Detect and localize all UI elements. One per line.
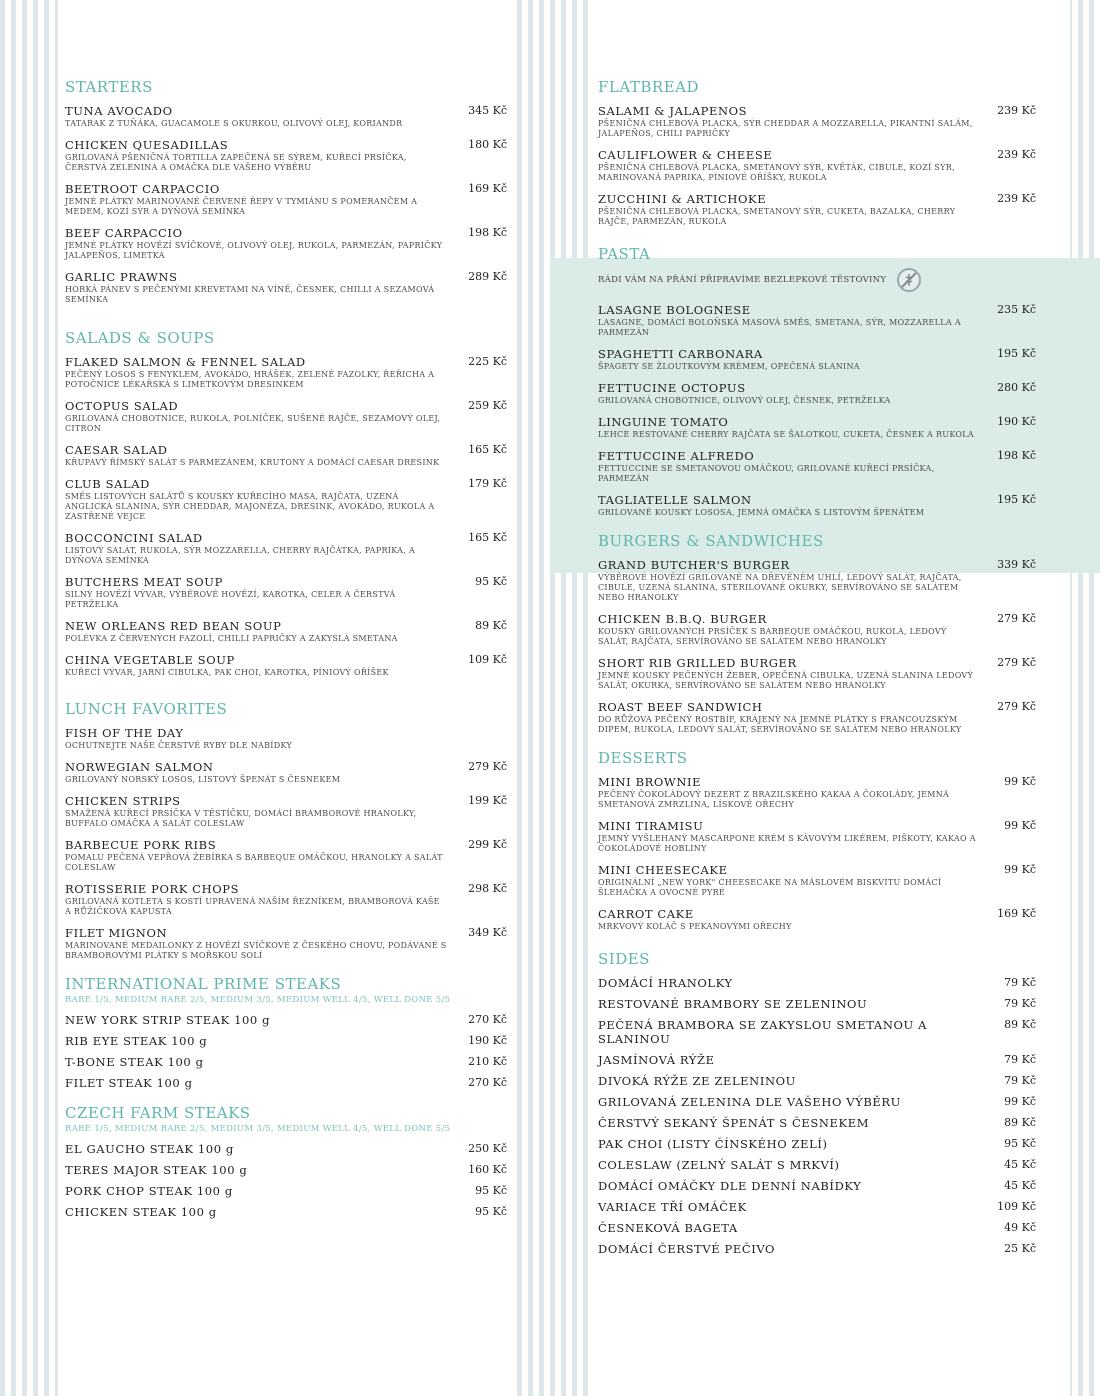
menu-item-name: FILET MIGNON bbox=[65, 926, 168, 940]
menu-item bbox=[65, 1142, 507, 1156]
section-title: BURGERS & SANDWICHES bbox=[598, 532, 824, 550]
menu-item bbox=[598, 1018, 1036, 1046]
menu-item bbox=[65, 399, 507, 434]
menu-item-price: 99 Kč bbox=[1004, 819, 1036, 832]
menu-item-description: SILNÝ HOVĚZÍ VÝVAR, VÝBĚROVÉ HOVĚZÍ, KAROTKA, CELER A ČERSTVÁ PETRŽELKA bbox=[65, 590, 396, 609]
menu-item-name: BOCCONCINI SALAD bbox=[65, 531, 203, 545]
menu-item-price: 195 Kč bbox=[997, 347, 1036, 360]
menu-item-price: 239 Kč bbox=[997, 104, 1036, 117]
menu-item-text bbox=[598, 1158, 994, 1172]
menu-item-price: 180 Kč bbox=[468, 138, 507, 151]
menu-item-text bbox=[65, 760, 465, 785]
menu-item-price: 195 Kč bbox=[997, 493, 1036, 506]
menu-item bbox=[65, 838, 507, 873]
menu-item bbox=[598, 381, 1036, 406]
menu-item-description: OCHUTNEJTE NAŠE ČERSTVÉ RYBY DLE NABÍDKY bbox=[65, 741, 293, 750]
menu-item bbox=[65, 1076, 507, 1090]
menu-item-name: TUNA AVOCADO bbox=[65, 104, 173, 118]
menu-item-text bbox=[65, 926, 465, 961]
menu-item bbox=[65, 182, 507, 217]
desserts-section bbox=[598, 749, 1036, 932]
menu-item-price: 190 Kč bbox=[997, 415, 1036, 428]
menu-item-description: FETTUCCINE SE SMETANOVOU OMÁČKOU, GRILOVANÉ KUŘECÍ PRSÍČKA, PARMEZÁN bbox=[598, 464, 935, 483]
menu-item bbox=[598, 997, 1036, 1011]
menu-item-text bbox=[65, 1034, 465, 1048]
menu-item-text bbox=[65, 653, 465, 678]
menu-item-description: JEMNÝ VYŠLEHANÝ MASCARPONE KRÉM S KÁVOVÝM LIKÉREM, PIŠKOTY, KAKAO A ČOKOLÁDOVÉ HOBLINY bbox=[598, 834, 976, 853]
menu-item-text bbox=[598, 1018, 994, 1046]
menu-item bbox=[598, 415, 1036, 440]
menu-item-price: 79 Kč bbox=[1004, 1053, 1036, 1066]
menu-item bbox=[598, 558, 1036, 603]
czech-farm-steaks-section bbox=[65, 1104, 507, 1219]
menu-item-price: 25 Kč bbox=[1004, 1242, 1036, 1255]
menu-item-text bbox=[598, 449, 994, 484]
menu-item-text bbox=[65, 1013, 465, 1027]
menu-item-description: DO RŮŽOVA PEČENÝ ROSTBÍF, KRÁJENÝ NA JEMNÉ PLÁTKY S FRANCOUZSKÝM DIPEM, RUKOLA, LEDOVÝ SALÁT, SERVÍROVÁNO SE SALÁTEM NEBO HRANOLKY bbox=[598, 715, 962, 734]
menu-item-price: 279 Kč bbox=[468, 760, 507, 773]
menu-item-price: 239 Kč bbox=[997, 148, 1036, 161]
menu-item bbox=[65, 1184, 507, 1198]
menu-item-name: CHICKEN B.B.Q. BURGER bbox=[598, 612, 767, 626]
menu-item-description: HORKÁ PÁNEV S PEČENÝMI KREVETAMI NA VÍNĚ, ČESNEK, CHILLI A SEZAMOVÁ SEMÍNKA bbox=[65, 285, 435, 304]
menu-item bbox=[65, 1163, 507, 1177]
menu-item-name: CHICKEN QUESADILLAS bbox=[65, 138, 229, 152]
menu-item bbox=[65, 477, 507, 522]
menu-item bbox=[598, 1158, 1036, 1172]
menu-item-price: 45 Kč bbox=[1004, 1179, 1036, 1192]
international-prime-steaks-section bbox=[65, 975, 507, 1090]
menu-item-description: KŘUPAVÝ ŘÍMSKÝ SALÁT S PARMEZÁNEM, KRUTONY A DOMÁCÍ CAESAR DRESINK bbox=[65, 458, 440, 467]
menu-item bbox=[65, 355, 507, 390]
menu-item-name: LINGUINE TOMATO bbox=[598, 415, 729, 429]
menu-item-name: PAK CHOI (LISTY ČÍNSKÉHO ZELÍ) bbox=[598, 1137, 828, 1151]
menu-item-description: JEMNÉ KOUSKY PEČENÝCH ŽEBER, OPEČENÁ CIBULKA, UZENÁ SLANINA LEDOVÝ SALÁT, OKURKA, SERVÍROVÁNO SE SALÁTEM NEBO HRANOLKY bbox=[598, 671, 974, 690]
menu-item bbox=[598, 1116, 1036, 1130]
menu-item-text bbox=[65, 270, 465, 305]
menu-item-price: 165 Kč bbox=[468, 443, 507, 456]
menu-item-text bbox=[598, 192, 994, 227]
menu-item-text bbox=[598, 1053, 994, 1067]
menu-item-price: 99 Kč bbox=[1004, 775, 1036, 788]
menu-item-text bbox=[65, 1184, 465, 1198]
menu-item-name: GARLIC PRAWNS bbox=[65, 270, 178, 284]
menu-item bbox=[598, 192, 1036, 227]
menu-item-text bbox=[598, 303, 994, 338]
menu-item-description: TATARAK Z TUŇÁKA, GUACAMOLE S OKURKOU, OLIVOVÝ OLEJ, KORIANDR bbox=[65, 119, 403, 128]
menu-item-name: TAGLIATELLE SALMON bbox=[598, 493, 752, 507]
menu-item-price: 225 Kč bbox=[468, 355, 507, 368]
menu-item bbox=[65, 926, 507, 961]
menu-item-price: 289 Kč bbox=[468, 270, 507, 283]
menu-item bbox=[65, 760, 507, 785]
menu-item bbox=[65, 1034, 507, 1048]
menu-item-name: NEW YORK STRIP STEAK 100 g bbox=[65, 1013, 271, 1027]
menu-item bbox=[598, 104, 1036, 139]
section-title: CZECH FARM STEAKS bbox=[65, 1104, 251, 1122]
menu-item-text bbox=[598, 656, 994, 691]
menu-item-price: 270 Kč bbox=[468, 1013, 507, 1026]
menu-item-name: GRILOVANÁ ZELENINA DLE VAŠEHO VÝBĚRU bbox=[598, 1095, 901, 1109]
menu-item bbox=[598, 775, 1036, 810]
menu-item-text bbox=[65, 619, 465, 644]
menu-item-price: 349 Kč bbox=[468, 926, 507, 939]
menu-item-description: GRILOVANÁ CHOBOTNICE, OLIVOVÝ OLEJ, ČESNEK, PETRŽELKA bbox=[598, 396, 891, 405]
menu-item bbox=[598, 1179, 1036, 1193]
menu-item-text bbox=[65, 443, 465, 468]
menu-item-text bbox=[598, 415, 994, 440]
menu-item-name: ROAST BEEF SANDWICH bbox=[598, 700, 763, 714]
menu-item bbox=[598, 700, 1036, 735]
menu-item-name: ROTISSERIE PORK CHOPS bbox=[65, 882, 240, 896]
menu-item-name: BARBECUE PORK RIBS bbox=[65, 838, 217, 852]
menu-item-name: MINI TIRAMISU bbox=[598, 819, 704, 833]
menu-item-price: 49 Kč bbox=[1004, 1221, 1036, 1234]
menu-item-text bbox=[65, 575, 465, 610]
menu-item-price: 89 Kč bbox=[1004, 1018, 1036, 1031]
menu-item bbox=[598, 819, 1036, 854]
menu-item-price: 169 Kč bbox=[997, 907, 1036, 920]
menu-item-text bbox=[598, 347, 994, 372]
menu-item-price: 89 Kč bbox=[1004, 1116, 1036, 1129]
menu-item-name: PEČENÁ BRAMBORA SE ZAKYSLOU SMETANOU A SLANINOU bbox=[598, 1018, 927, 1046]
menu-item-text bbox=[598, 1137, 994, 1151]
menu-item-text bbox=[598, 381, 994, 406]
menu-item-name: SHORT RIB GRILLED BURGER bbox=[598, 656, 797, 670]
menu-item-price: 345 Kč bbox=[468, 104, 507, 117]
menu-item-price: 95 Kč bbox=[1004, 1137, 1036, 1150]
menu-item-price: 198 Kč bbox=[997, 449, 1036, 462]
menu-item-description: GRILOVANÁ CHOBOTNICE, RUKOLA, POLNÍČEK, SUŠENÉ RAJČE, SEZAMOVÝ OLEJ, CITRON bbox=[65, 414, 441, 433]
section-title: PASTA bbox=[598, 245, 651, 263]
menu-item-price: 239 Kč bbox=[997, 192, 1036, 205]
menu-item-name: FETTUCINE OCTOPUS bbox=[598, 381, 746, 395]
menu-item-text bbox=[65, 355, 465, 390]
menu-item-name: T-BONE STEAK 100 g bbox=[65, 1055, 204, 1069]
salads-soups-section bbox=[65, 329, 507, 678]
menu-item-text bbox=[598, 493, 994, 518]
menu-item bbox=[65, 270, 507, 305]
menu-item-text bbox=[65, 399, 465, 434]
menu-item-text bbox=[598, 1179, 994, 1193]
menu-item bbox=[65, 443, 507, 468]
menu-item-price: 45 Kč bbox=[1004, 1158, 1036, 1171]
sides-section bbox=[598, 950, 1036, 1256]
menu-item bbox=[598, 303, 1036, 338]
menu-item-description: GRILOVANÁ PŠENIČNÁ TORTILLA ZAPEČENÁ SE SÝREM, KUŘECÍ PRSÍČKA, ČERSTVÁ ZELENINA A OMÁČKA DLE VAŠEHO VÝBĚRU bbox=[65, 153, 407, 172]
menu-item-text bbox=[598, 558, 994, 603]
menu-item-name: LASAGNE BOLOGNESE bbox=[598, 303, 751, 317]
menu-item-price: 95 Kč bbox=[475, 1184, 507, 1197]
menu-item-description: GRILOVANÁ KOTLETA S KOSTÍ UPRAVENÁ NAŠÍM ŘEZNÍKEM, BRAMBOROVÁ KAŠE A RŮŽIČKOVÁ KAPUSTA bbox=[65, 897, 440, 916]
menu-item-text bbox=[65, 104, 465, 129]
menu-item-price: 79 Kč bbox=[1004, 976, 1036, 989]
menu-item-price: 79 Kč bbox=[1004, 1074, 1036, 1087]
menu-item-price: 259 Kč bbox=[468, 399, 507, 412]
section-title: DESSERTS bbox=[598, 749, 688, 767]
menu-item bbox=[598, 1242, 1036, 1256]
menu-item-price: 89 Kč bbox=[475, 619, 507, 632]
menu-item-text bbox=[598, 1116, 994, 1130]
menu-item-description: ŠPAGETY SE ŽLOUTKOVÝM KRÉMEM, OPEČENÁ SLANINA bbox=[598, 362, 860, 371]
menu-item-text bbox=[598, 1221, 994, 1235]
menu-item-price: 280 Kč bbox=[997, 381, 1036, 394]
menu-item-name: CHINA VEGETABLE SOUP bbox=[65, 653, 235, 667]
menu-item-name: VARIACE TŘÍ OMÁČEK bbox=[598, 1200, 747, 1214]
menu-item-description: GRILOVANÉ KOUSKY LOSOSA, JEMNÁ OMÁČKA S LISTOVÝM ŠPENÁTEM bbox=[598, 508, 925, 517]
menu-item-price: 198 Kč bbox=[468, 226, 507, 239]
menu-item-description: MRKVOVÝ KOLÁČ S PEKANOVÝMI OŘECHY bbox=[598, 922, 792, 931]
menu-item-name: GRAND BUTCHER'S BURGER bbox=[598, 558, 790, 572]
menu-item-description: PŠENIČNÁ CHLEBOVÁ PLACKA, SMETANOVÝ SÝR, CUKETA, BAZALKA, CHERRY RAJČE, PARMEZÁN, RUKOLA bbox=[598, 207, 956, 226]
menu-item-text bbox=[598, 775, 994, 810]
menu-item-price: 95 Kč bbox=[475, 575, 507, 588]
menu-item-price: 270 Kč bbox=[468, 1076, 507, 1089]
right-menu-column bbox=[598, 72, 1036, 1270]
menu-item bbox=[598, 449, 1036, 484]
menu-item-description: LASAGNE, DOMÁCÍ BOLOŇSKÁ MASOVÁ SMĚS, SMETANA, SÝR, MOZZARELLA A PARMEZÁN bbox=[598, 318, 961, 337]
menu-item bbox=[65, 138, 507, 173]
menu-item bbox=[598, 1137, 1036, 1151]
section-title: FLATBREAD bbox=[598, 78, 700, 96]
doneness-note: RARE 1/5, MEDIUM RARE 2/5, MEDIUM 3/5, MEDIUM WELL 4/5, WELL DONE 5/5 bbox=[65, 995, 451, 1005]
menu-item-text bbox=[65, 1163, 465, 1177]
menu-item-description: PŠENIČNÁ CHLEBOVÁ PLACKA, SMETANOVÝ SÝR, KVĚTÁK, CIBULE, KOZÍ SÝR, MARINOVANÁ PAPRIKA, PÍNIOVÉ OŘÍŠKY, RUKOLA bbox=[598, 163, 955, 182]
menu-item-name: RESTOVANÉ BRAMBORY SE ZELENINOU bbox=[598, 997, 868, 1011]
menu-item bbox=[65, 226, 507, 261]
menu-item-name: JASMÍNOVÁ RÝŽE bbox=[598, 1053, 715, 1067]
doneness-note: RARE 1/5, MEDIUM RARE 2/5, MEDIUM 3/5, MEDIUM WELL 4/5, WELL DONE 5/5 bbox=[65, 1124, 451, 1134]
section-title: SALADS & SOUPS bbox=[65, 329, 215, 347]
menu-item-name: NEW ORLEANS RED BEAN SOUP bbox=[65, 619, 282, 633]
menu-item bbox=[65, 1205, 507, 1219]
menu-item-name: MINI CHEESECAKE bbox=[598, 863, 728, 877]
menu-item-price: 235 Kč bbox=[997, 303, 1036, 316]
gluten-free-note: RÁDI VÁM NA PŘÁNÍ PŘIPRAVÍME BEZLEPKOVÉ TĚSTOVINY bbox=[598, 275, 887, 285]
menu-item bbox=[65, 653, 507, 678]
flatbread-section bbox=[598, 78, 1036, 227]
menu-item-name: ČESNEKOVÁ BAGETA bbox=[598, 1221, 738, 1235]
menu-item-price: 299 Kč bbox=[468, 838, 507, 851]
menu-item-text bbox=[65, 882, 465, 917]
menu-item-price: 339 Kč bbox=[997, 558, 1036, 571]
gluten-free-note-row bbox=[598, 267, 1036, 293]
menu-item bbox=[598, 1200, 1036, 1214]
menu-item-text bbox=[598, 104, 994, 139]
menu-item-text bbox=[65, 1205, 465, 1219]
menu-item-name: BEEF CARPACCIO bbox=[65, 226, 183, 240]
pasta-section bbox=[598, 245, 1036, 518]
menu-item-text bbox=[598, 612, 994, 647]
menu-item-name: CARROT CAKE bbox=[598, 907, 694, 921]
menu-item bbox=[598, 656, 1036, 691]
menu-item-text bbox=[65, 531, 465, 566]
menu-item-text bbox=[598, 1074, 994, 1088]
menu-item-price: 109 Kč bbox=[997, 1200, 1036, 1213]
menu-item-name: FISH OF THE DAY bbox=[65, 726, 184, 740]
menu-item-description: POLÉVKA Z ČERVENÝCH FAZOLÍ, CHILLI PAPRIČKY A ZAKYSLÁ SMETANA bbox=[65, 634, 398, 643]
menu-item-name: SPAGHETTI CARBONARA bbox=[598, 347, 763, 361]
menu-item-name: NORWEGIAN SALMON bbox=[65, 760, 214, 774]
menu-item-price: 99 Kč bbox=[1004, 863, 1036, 876]
menu-item-name: ZUCCHINI & ARTICHOKE bbox=[598, 192, 767, 206]
menu-item bbox=[598, 907, 1036, 932]
menu-item bbox=[65, 619, 507, 644]
menu-item-description: JEMNÉ PLÁTKY MARINOVANÉ ČERVENÉ ŘEPY V TYMIÁNU S POMERANČEM A MEDEM, KOZÍ SÝR A DÝŇOVÁ SEMÍNKA bbox=[65, 197, 418, 216]
menu-item-text bbox=[65, 1142, 465, 1156]
menu-item-name: BEETROOT CARPACCIO bbox=[65, 182, 220, 196]
menu-item-text bbox=[65, 226, 465, 261]
menu-item-name: CAULIFLOWER & CHEESE bbox=[598, 148, 773, 162]
menu-item-text bbox=[65, 138, 465, 173]
section-title: SIDES bbox=[598, 950, 650, 968]
menu-item-text bbox=[65, 1055, 465, 1069]
menu-item-description: VÝBĚROVÉ HOVĚZÍ GRILOVANÉ NA DŘEVĚNÉM UHLÍ, LEDOVÝ SALÁT, RAJČATA, CIBULE, UZENÁ SLANINA, STERILOVANÉ OKURKY, SERVÍROVÁNO SE SALÁTEM NEBO HRANOLKY bbox=[598, 573, 962, 602]
menu-item-text bbox=[598, 700, 994, 735]
starters-section bbox=[65, 78, 507, 305]
menu-item-name: ČERSTVÝ SEKANÝ ŠPENÁT S ČESNEKEM bbox=[598, 1116, 870, 1130]
menu-item-name: COLESLAW (ZELNÝ SALÁT S MRKVÍ) bbox=[598, 1158, 840, 1172]
menu-item bbox=[65, 1013, 507, 1027]
menu-item bbox=[65, 531, 507, 566]
menu-item-price: 165 Kč bbox=[468, 531, 507, 544]
menu-item bbox=[65, 575, 507, 610]
menu-item-text bbox=[65, 726, 465, 751]
menu-item-text bbox=[598, 997, 994, 1011]
menu-item bbox=[598, 347, 1036, 372]
menu-item-text bbox=[65, 838, 465, 873]
menu-item-name: MINI BROWNIE bbox=[598, 775, 702, 789]
menu-item-price: 99 Kč bbox=[1004, 1095, 1036, 1108]
menu-item-name: TERES MAJOR STEAK 100 g bbox=[65, 1163, 248, 1177]
menu-item-description: SMAŽENÁ KUŘECÍ PRSÍČKA V TĚSTÍČKU, DOMÁCÍ BRAMBOROVÉ HRANOLKY, BUFFALO OMÁČKA A SALÁT COLESLAW bbox=[65, 809, 417, 828]
left-menu-column bbox=[65, 72, 507, 1233]
menu-item-text bbox=[598, 976, 994, 990]
menu-item-name: OCTOPUS SALAD bbox=[65, 399, 179, 413]
menu-item-text bbox=[598, 1242, 994, 1256]
menu-item-description: KOUSKY GRILOVANÝCH PRSÍČEK S BARBEQUE OMÁČKOU, RUKOLA, LEDOVÝ SALÁT, RAJČATA, SERVÍROVÁNO SE SALÁTEM NEBO HRANOLKY bbox=[598, 627, 947, 646]
menu-item-name: DOMÁCÍ ČERSTVÉ PEČIVO bbox=[598, 1242, 776, 1256]
menu-item-name: FETTUCCINE ALFREDO bbox=[598, 449, 755, 463]
menu-item-description: KUŘECÍ VÝVAR, JARNÍ CIBULKA, PAK CHOI, KAROTKA, PÍNIOVÝ OŘÍŠEK bbox=[65, 668, 389, 677]
gluten-free-icon bbox=[896, 267, 922, 293]
menu-item-price: 250 Kč bbox=[468, 1142, 507, 1155]
menu-item bbox=[65, 882, 507, 917]
menu-item-name: CHICKEN STRIPS bbox=[65, 794, 181, 808]
menu-item-text bbox=[598, 819, 994, 854]
menu-item-name: DOMÁCÍ HRANOLKY bbox=[598, 976, 733, 990]
menu-item bbox=[598, 148, 1036, 183]
menu-item-text bbox=[598, 1200, 994, 1214]
menu-item-description: LEHCE RESTOVANÉ CHERRY RAJČATA SE ŠALOTKOU, CUKETA, ČESNEK A RUKOLA bbox=[598, 430, 974, 439]
menu-item-text bbox=[65, 794, 465, 829]
menu-item-name: CHICKEN STEAK 100 g bbox=[65, 1205, 217, 1219]
menu-item-description: SMĚS LISTOVÝCH SALÁTŮ S KOUSKY KUŘECÍHO MASA, RAJČATA, UZENÁ ANGLICKÁ SLANINA, SÝR CHEDDAR, MAJONÉZA, DRESINK, AVOKÁDO, RUKOLA A ZASTŘENÉ VEJCE bbox=[65, 492, 435, 521]
menu-item-description: ORIGINÁLNÍ „NEW YORK" CHEESECAKE NA MÁSLOVÉM BISKVITU DOMÁCÍ ŠLEHAČKA A OVOCNÉ PYRÉ bbox=[598, 878, 942, 897]
menu-item bbox=[65, 794, 507, 829]
menu-item-description: POMALU PEČENÁ VEPŘOVÁ ŽEBÍRKA S BARBEQUE OMÁČKOU, HRANOLKY A SALÁT COLESLAW bbox=[65, 853, 443, 872]
menu-item-text bbox=[598, 1095, 994, 1109]
menu-item-name: FILET STEAK 100 g bbox=[65, 1076, 193, 1090]
menu-item-description: MARINOVANÉ MEDAILONKY Z HOVĚZÍ SVÍČKOVÉ Z ČESKÉHO CHOVU, PODÁVANÉ S BRAMBOROVÝMI PLÁTKY S MOŘSKOU SOLÍ bbox=[65, 941, 447, 960]
section-title: LUNCH FAVORITES bbox=[65, 700, 228, 718]
menu-item bbox=[598, 612, 1036, 647]
menu-item-text bbox=[598, 148, 994, 183]
menu-item-price: 279 Kč bbox=[997, 656, 1036, 669]
menu-item-text bbox=[65, 182, 465, 217]
menu-item-price: 279 Kč bbox=[997, 700, 1036, 713]
menu-item-price: 279 Kč bbox=[997, 612, 1036, 625]
menu-item-price: 179 Kč bbox=[468, 477, 507, 490]
burgers-sandwiches-section bbox=[598, 532, 1036, 735]
menu-item-description: PEČENÝ ČOKOLÁDOVÝ DEZERT Z BRAZILSKÉHO KAKAA A ČOKOLÁDY, JEMNÁ SMETANOVÁ ZMRZLINA, LÍSKOVÉ OŘECHY bbox=[598, 790, 950, 809]
menu-item bbox=[598, 863, 1036, 898]
menu-item-price: 109 Kč bbox=[468, 653, 507, 666]
menu-item-description: GRILOVANÝ NORSKÝ LOSOS, LISTOVÝ ŠPENÁT S ČESNEKEM bbox=[65, 775, 341, 784]
menu-item-name: PORK CHOP STEAK 100 g bbox=[65, 1184, 233, 1198]
menu-item-name: RIB EYE STEAK 100 g bbox=[65, 1034, 208, 1048]
menu-item-text bbox=[65, 477, 465, 522]
menu-item-text bbox=[598, 907, 994, 932]
menu-item-name: SALAMI & JALAPENOS bbox=[598, 104, 748, 118]
menu-item bbox=[598, 1053, 1036, 1067]
menu-item-description: JEMNÉ PLÁTKY HOVĚZÍ SVÍČKOVÉ, OLIVOVÝ OLEJ, RUKOLA, PARMEZÁN, PAPRIČKY JALAPEÑOS, LIMETKA bbox=[65, 241, 443, 260]
menu-item bbox=[598, 976, 1036, 990]
menu-item bbox=[65, 1055, 507, 1069]
menu-item-price: 169 Kč bbox=[468, 182, 507, 195]
menu-item-price: 190 Kč bbox=[468, 1034, 507, 1047]
menu-item-price: 160 Kč bbox=[468, 1163, 507, 1176]
menu-item-description: LISTOVÝ SALÁT, RUKOLA, SÝR MOZZARELLA, CHERRY RAJČÁTKA, PAPRIKA, A DÝŇOVÁ SEMÍNKA bbox=[65, 546, 416, 565]
section-title: STARTERS bbox=[65, 78, 153, 96]
menu-item-name: CAESAR SALAD bbox=[65, 443, 168, 457]
menu-item-description: PEČENÝ LOSOS S FENYKLEM, AVOKÁDO, HRÁŠEK, ZELENÉ FAZOLKY, ŘEŘICHA A POTOČNICE LÉKAŘSKÁ S LIMETKOVÝM DRESINKEM bbox=[65, 370, 435, 389]
menu-item-price: 298 Kč bbox=[468, 882, 507, 895]
section-title: INTERNATIONAL PRIME STEAKS bbox=[65, 975, 342, 993]
menu-item-name: DIVOKÁ RÝŽE ZE ZELENINOU bbox=[598, 1074, 796, 1088]
menu-item bbox=[598, 1095, 1036, 1109]
menu-item-price: 79 Kč bbox=[1004, 997, 1036, 1010]
menu-item bbox=[598, 1074, 1036, 1088]
menu-item-name: DOMÁCÍ OMÁČKY DLE DENNÍ NABÍDKY bbox=[598, 1179, 862, 1193]
menu-item bbox=[65, 104, 507, 129]
menu-item-text bbox=[65, 1076, 465, 1090]
menu-item-text bbox=[598, 863, 994, 898]
menu-item-price: 95 Kč bbox=[475, 1205, 507, 1218]
menu-item-name: EL GAUCHO STEAK 100 g bbox=[65, 1142, 234, 1156]
lunch-favorites-section bbox=[65, 700, 507, 961]
menu-item-price: 210 Kč bbox=[468, 1055, 507, 1068]
menu-item bbox=[598, 1221, 1036, 1235]
menu-item-name: CLUB SALAD bbox=[65, 477, 150, 491]
menu-item-description: PŠENIČNÁ CHLEBOVÁ PLACKA, SÝR CHEDDAR A MOZZARELLA, PIKANTNÍ SALÁM, JALAPEÑOS, CHILI PAPRIČKY bbox=[598, 119, 973, 138]
menu-item-name: BUTCHERS MEAT SOUP bbox=[65, 575, 223, 589]
menu-item bbox=[65, 726, 507, 751]
menu-item-name: FLAKED SALMON & FENNEL SALAD bbox=[65, 355, 306, 369]
menu-item-price: 199 Kč bbox=[468, 794, 507, 807]
menu-item bbox=[598, 493, 1036, 518]
